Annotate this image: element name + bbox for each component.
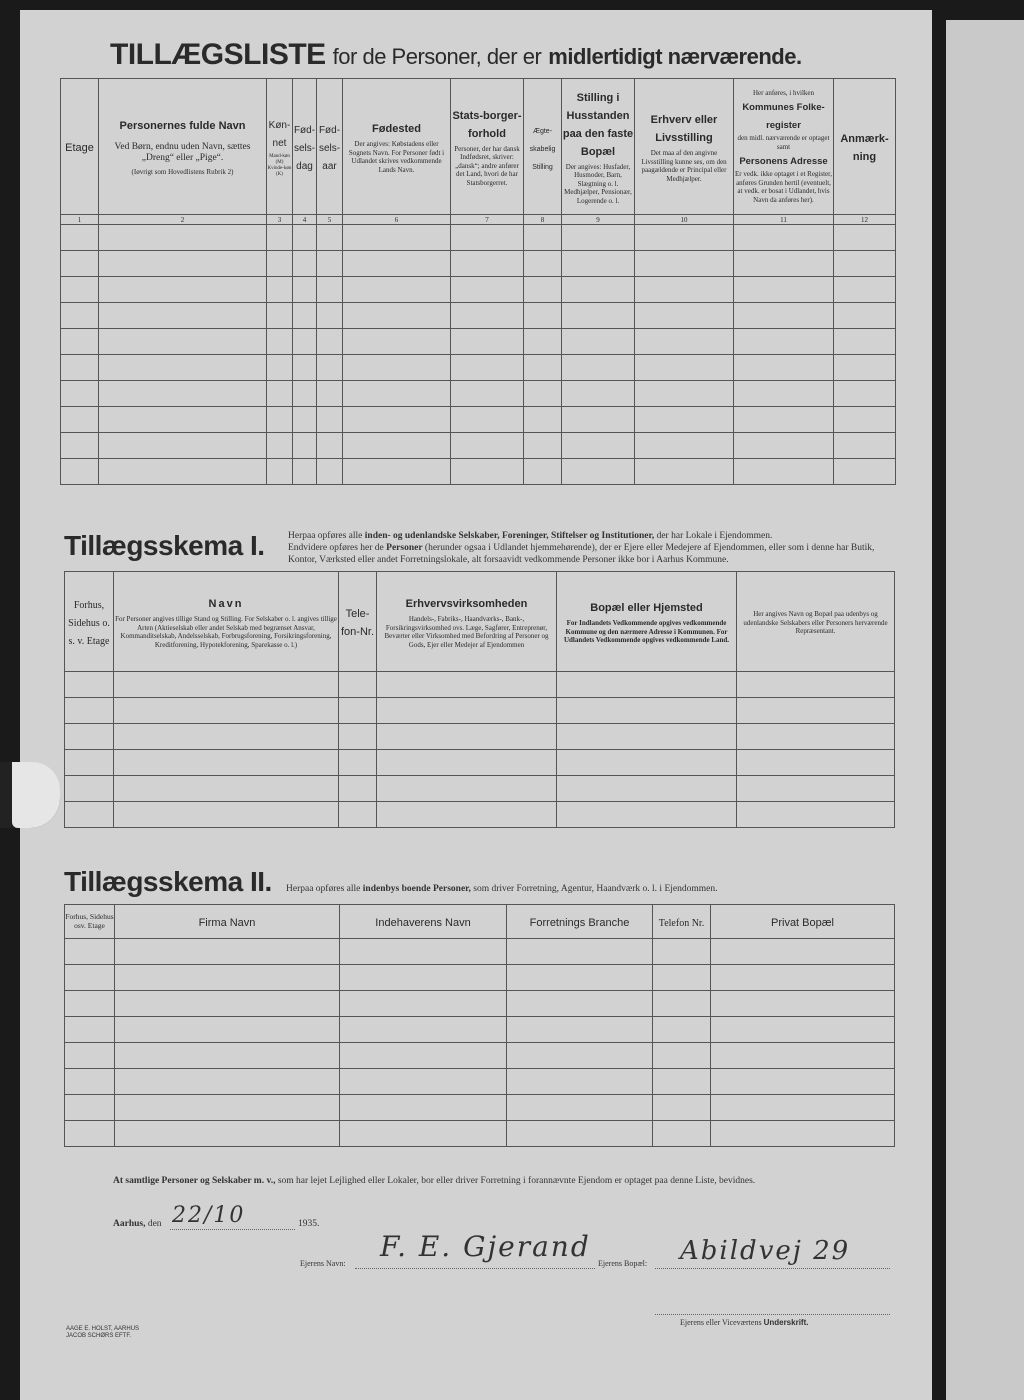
title-bold-end: midlertidigt nærværende. [548,44,802,69]
table-row [61,329,896,355]
table-cell [524,225,562,251]
table-cell [317,381,343,407]
table-cell [557,724,737,750]
table-cell [65,1069,115,1095]
table-cell [99,381,267,407]
owner-name-line [355,1268,595,1269]
table-cell [562,225,635,251]
table-cell [451,355,524,381]
table-cell [653,1121,711,1147]
table-cell [557,776,737,802]
table-cell [343,433,451,459]
col-num: 9 [562,215,635,225]
year: 1935. [298,1219,320,1229]
table-cell [451,303,524,329]
table-cell [562,329,635,355]
table-cell [61,459,99,485]
table-cell [524,407,562,433]
table-cell [737,724,895,750]
table-row [61,459,896,485]
header-remarks: Anmærk-ning [834,79,896,215]
table-cell [451,225,524,251]
s1-header-phone: Tele-fon-Nr. [339,572,377,672]
table-cell [834,225,896,251]
table-cell [451,433,524,459]
table-cell [834,355,896,381]
table-cell [293,381,317,407]
table-row [65,939,895,965]
s2-header-owner: Indehaverens Navn [340,905,507,939]
table-cell [317,303,343,329]
table-cell [99,459,267,485]
table-cell [507,1043,653,1069]
table-cell [734,355,834,381]
table-cell [339,802,377,828]
table-cell [267,407,293,433]
table-cell [507,965,653,991]
table-cell [834,433,896,459]
table-cell [451,407,524,433]
table-cell [711,1043,895,1069]
table-cell [734,459,834,485]
table-cell [557,672,737,698]
page-title [110,38,802,72]
table-cell [834,329,896,355]
skema2-title: Tillægsskema II. [64,866,272,897]
table-cell [635,407,734,433]
header-citizenship: Stats-borger-forhold Personer, der har dansk Indfødsret, skriver: „dansk“; andre anfører det Land, hvori de har Statsborgerret. [451,79,524,215]
table-cell [562,303,635,329]
table-cell [343,407,451,433]
table-cell [340,1043,507,1069]
header-marital: Ægte-skabelig Stilling [524,79,562,215]
s1-header-business: Erhvervsvirksomheden Handels-, Fabriks-, Haandværks-, Bank-, Forsikringsvirksomhed ovs. Læge, Sagfører, Entreprenør, Beværter eller Virksomhed med Befordring af Personer og Gods, Ejer eller Medejer af Ejendommen [377,572,557,672]
col-num: 12 [834,215,896,225]
table-cell [99,277,267,303]
table-cell [635,303,734,329]
table-cell [267,329,293,355]
table-cell [115,965,340,991]
table-cell [557,802,737,828]
main-table-body [61,225,896,485]
header-birthyear: Fød-sels-aar [317,79,343,215]
table-cell [343,277,451,303]
table-cell [99,303,267,329]
header-name: Personernes fulde Navn Ved Børn, endnu uden Navn, sættes „Dreng“ eller „Pige“. (Iøvrigt som Hovedlistens Rubrik 2) [99,79,267,215]
table-cell [343,303,451,329]
table-cell [524,381,562,407]
table-cell [635,277,734,303]
table-cell [115,1095,340,1121]
table-cell [340,1095,507,1121]
table-cell [317,407,343,433]
table-cell [653,939,711,965]
table-cell [635,381,734,407]
s2-header-private: Privat Bopæl [711,905,895,939]
table-cell [115,1043,340,1069]
table-cell [734,303,834,329]
table-cell [711,1121,895,1147]
table-cell [61,277,99,303]
table-cell [267,225,293,251]
table-row [65,802,895,828]
table-cell [711,939,895,965]
table-cell [451,329,524,355]
table-cell [343,329,451,355]
table-cell [377,750,557,776]
table-cell [339,776,377,802]
table-cell [635,329,734,355]
table-cell [267,277,293,303]
table-cell [115,991,340,1017]
table-cell [99,251,267,277]
table-cell [65,1095,115,1121]
main-header-row [61,79,896,215]
s2-header-branch: Forretnings Branche [507,905,653,939]
table-cell [267,355,293,381]
table-cell [377,724,557,750]
col-num: 3 [267,215,293,225]
table-cell [114,724,339,750]
col-num: 7 [451,215,524,225]
col-num: 1 [61,215,99,225]
table-cell [293,407,317,433]
date-dotted-line [170,1229,295,1230]
table-cell [734,433,834,459]
table-cell [507,991,653,1017]
table-cell [317,459,343,485]
table-cell [635,459,734,485]
col-num: 4 [293,215,317,225]
table-row [61,225,896,251]
table-cell [340,965,507,991]
table-cell [524,433,562,459]
col-num: 5 [317,215,343,225]
table-cell [653,965,711,991]
table-cell [737,802,895,828]
table-cell [734,381,834,407]
header-etage: Etage [61,79,99,215]
table-cell [99,225,267,251]
table-cell [61,355,99,381]
table-cell [653,991,711,1017]
table-cell [293,355,317,381]
col-num: 11 [734,215,834,225]
table-cell [562,277,635,303]
table-cell [65,724,114,750]
table-cell [61,251,99,277]
table-cell [343,459,451,485]
table-cell [451,277,524,303]
table-cell [65,750,114,776]
table-cell [65,1043,115,1069]
table-cell [65,991,115,1017]
table-row [65,698,895,724]
table-cell [635,355,734,381]
table-cell [61,225,99,251]
signature-line [655,1314,890,1315]
table-cell [99,355,267,381]
table-cell [99,329,267,355]
table-cell [524,459,562,485]
table-row [65,776,895,802]
table-cell [737,750,895,776]
table-cell [737,698,895,724]
table-cell [61,329,99,355]
table-cell [653,1043,711,1069]
table-cell [734,277,834,303]
table-cell [711,1017,895,1043]
table-cell [343,251,451,277]
table-cell [340,1069,507,1095]
table-cell [562,251,635,277]
table-cell [737,672,895,698]
table-cell [834,381,896,407]
table-cell [317,277,343,303]
thumb [0,762,60,828]
owner-name-signature: F. E. Gjerand [380,1230,591,1263]
table-cell [734,251,834,277]
table-cell [635,225,734,251]
table-cell [377,698,557,724]
table-row [65,965,895,991]
table-row [65,724,895,750]
table-cell [293,225,317,251]
table-cell [635,251,734,277]
table-row [61,277,896,303]
table-cell [114,698,339,724]
table-cell [65,698,114,724]
table-cell [524,355,562,381]
date-line: Aarhus, den [113,1219,162,1229]
table-cell [293,277,317,303]
table-cell [834,251,896,277]
printer-imprint: AAGE E. HOLST, AARHUS JACOB SCHØRS EFTF. [66,1326,140,1339]
table-cell [711,991,895,1017]
s1-header-etage: Forhus, Sidehus o. s. v. Etage [65,572,114,672]
table-cell [711,1069,895,1095]
table-cell [65,939,115,965]
owner-address-label: Ejerens Bopæl: [598,1259,648,1268]
adjacent-page [946,20,1024,1400]
s1-header-representative: Her angives Navn og Bopæl paa udenbys og udenlandske Selskabers eller Personers herværende Repræsentant. [737,572,895,672]
table-cell [711,1095,895,1121]
table-cell [635,433,734,459]
table-row [61,407,896,433]
col-num: 2 [99,215,267,225]
table-cell [451,251,524,277]
table-cell [343,225,451,251]
table-cell [267,433,293,459]
table-cell [562,433,635,459]
header-household: Stilling i Husstanden paa den faste Bopæl Der angives: Husfader, Husmoder, Barn, Slægtning o. l. Medhjælper, Pensionær, Logerende o. l. [562,79,635,215]
title-main: TILLÆGSLISTE [110,38,326,71]
table-cell [834,303,896,329]
s2-header-phone: Telefon Nr. [653,905,711,939]
table-cell [114,776,339,802]
s1-header-residence: Bopæl eller Hjemsted For Indlandets Vedkommende opgives vedkommende Kommune og den nærmere Adresse i Kommunen. For Udlandets Vedkommende opgives vedkommende Land. [557,572,737,672]
table-cell [61,433,99,459]
table-cell [734,329,834,355]
table-cell [507,1121,653,1147]
s2-header-firm: Firma Navn [115,905,340,939]
table-cell [267,251,293,277]
skema1-header-row [65,572,895,672]
table-cell [451,459,524,485]
table-cell [317,251,343,277]
col-num: 6 [343,215,451,225]
skema1-body [65,672,895,828]
col-num: 8 [524,215,562,225]
skema2-header-row [65,905,895,939]
table-row [65,750,895,776]
table-cell [293,251,317,277]
table-cell [339,698,377,724]
table-cell [99,407,267,433]
table-cell [562,407,635,433]
table-cell [115,1121,340,1147]
table-cell [267,381,293,407]
header-sex: Køn-net Mand-køn (M) Kvinde-køn (K) [267,79,293,215]
table-row [61,433,896,459]
table-cell [65,1121,115,1147]
table-cell [114,672,339,698]
table-cell [653,1017,711,1043]
title-middle: for de Personer, der er [332,44,542,69]
table-cell [562,459,635,485]
date-handwritten: 22/10 [172,1203,246,1228]
table-cell [524,303,562,329]
table-cell [377,672,557,698]
table-cell [114,802,339,828]
table-cell [834,459,896,485]
table-cell [339,724,377,750]
table-cell [65,672,114,698]
table-cell [267,459,293,485]
table-row [65,1043,895,1069]
table-cell [65,965,115,991]
col-num: 10 [635,215,734,225]
main-column-number-row [61,215,896,225]
table-cell [340,939,507,965]
header-birthday: Fød-sels-dag [293,79,317,215]
table-cell [507,939,653,965]
table-cell [317,355,343,381]
table-cell [653,1069,711,1095]
table-cell [317,329,343,355]
table-cell [340,1121,507,1147]
table-cell [115,1017,340,1043]
table-cell [507,1017,653,1043]
table-row [61,355,896,381]
table-cell [115,1069,340,1095]
attestation-statement: At samtlige Personer og Selskaber m. v., som har lejet Lejlighed eller Lokaler, bor eller driver Forretning i forannævnte Ejendom er optaget paa denne Liste, bevidnes. [113,1176,756,1186]
skema1-title: Tillægsskema I. [64,530,265,561]
skema1-description: Herpaa opføres alle inden- og udenlandske Selskaber, Foreninger, Stiftelser og Institutioner, der har Lokale i Ejendommen. Endvidere opføres her de Personer (herunder ogsaa i Udlandet hjemmehørende), der er Ejere eller Medejere af Ejendommen, eller som i denne har Butik, Kontor, Værksted eller andet Forretningslokale, alt forsaavidt vedkommende Personer ikke bor i Aarhus Kommune. [288,531,875,565]
table-cell [343,355,451,381]
table-cell [65,776,114,802]
table-cell [834,277,896,303]
table-cell [737,776,895,802]
table-cell [507,1095,653,1121]
table-cell [317,225,343,251]
table-cell [834,407,896,433]
main-table [60,78,896,485]
table-cell [377,802,557,828]
table-row [65,1017,895,1043]
table-cell [653,1095,711,1121]
table-row [61,251,896,277]
table-cell [734,407,834,433]
table-cell [557,750,737,776]
table-cell [524,251,562,277]
table-cell [524,329,562,355]
table-cell [61,303,99,329]
table-cell [293,433,317,459]
table-cell [451,381,524,407]
owner-name-label: Ejerens Navn: [300,1259,346,1268]
skema2-body [65,939,895,1147]
owner-address-handwritten: Abildvej 29 [680,1236,851,1266]
table-row [65,1069,895,1095]
owner-address-line [655,1268,890,1269]
table-cell [61,381,99,407]
table-cell [65,802,114,828]
table-cell [377,776,557,802]
table-cell [114,750,339,776]
table-cell [562,381,635,407]
skema1-table [64,571,895,828]
table-cell [507,1069,653,1095]
skema2-table [64,904,895,1147]
s2-header-etage: Forhus, Sidehus osv. Etage [65,905,115,939]
table-row [65,672,895,698]
table-cell [99,433,267,459]
table-cell [339,672,377,698]
table-cell [293,329,317,355]
header-occupation: Erhverv eller Livsstilling Det maa af den angivne Livsstilling kunne ses, om den paagældende er Principal eller Medhjælper. [635,79,734,215]
table-row [65,991,895,1017]
table-cell [711,965,895,991]
table-row [61,303,896,329]
table-cell [65,1017,115,1043]
table-cell [340,991,507,1017]
table-cell [317,433,343,459]
table-cell [115,939,340,965]
s1-header-name: Navn For Personer angives tillige Stand og Stilling. For Selskaber o. l. angives tillige Arten (Aktieselskab eller andet Selskab med begrænset Ansvar, Kommanditselskab, Andelsselskab, Forbrugsforening, Forsikringsforening, Kreditforening, Hypotekforening, Sparekasse o. l.) [114,572,339,672]
table-cell [293,459,317,485]
table-cell [61,407,99,433]
table-cell [293,303,317,329]
header-birthplace: Fødested Der angives: Købstadens eller Sognets Navn. For Personer født i Udlandet skrives vedkommende Lands Navn. [343,79,451,215]
table-cell [340,1017,507,1043]
table-cell [267,303,293,329]
header-register: Her anføres, i hvilken Kommunes Folke-register den midl. nærværende er optaget samt Personens Adresse Er vedk. ikke optaget i et Register, anføres Grunden hertil (eventuelt, at vedk. er bosat i Udlandet, hvis Navn da anføres her). [734,79,834,215]
table-cell [524,277,562,303]
table-cell [734,225,834,251]
table-cell [339,750,377,776]
table-row [61,381,896,407]
table-cell [343,381,451,407]
table-row [65,1121,895,1147]
skema2-description: Herpaa opføres alle indenbys boende Personer, som driver Forretning, Agentur, Haandværk o. l. i Ejendommen. [286,884,718,894]
table-cell [562,355,635,381]
table-row [65,1095,895,1121]
table-cell [557,698,737,724]
signature-label: Ejerens eller Viceværtens Underskrift. [680,1318,809,1327]
